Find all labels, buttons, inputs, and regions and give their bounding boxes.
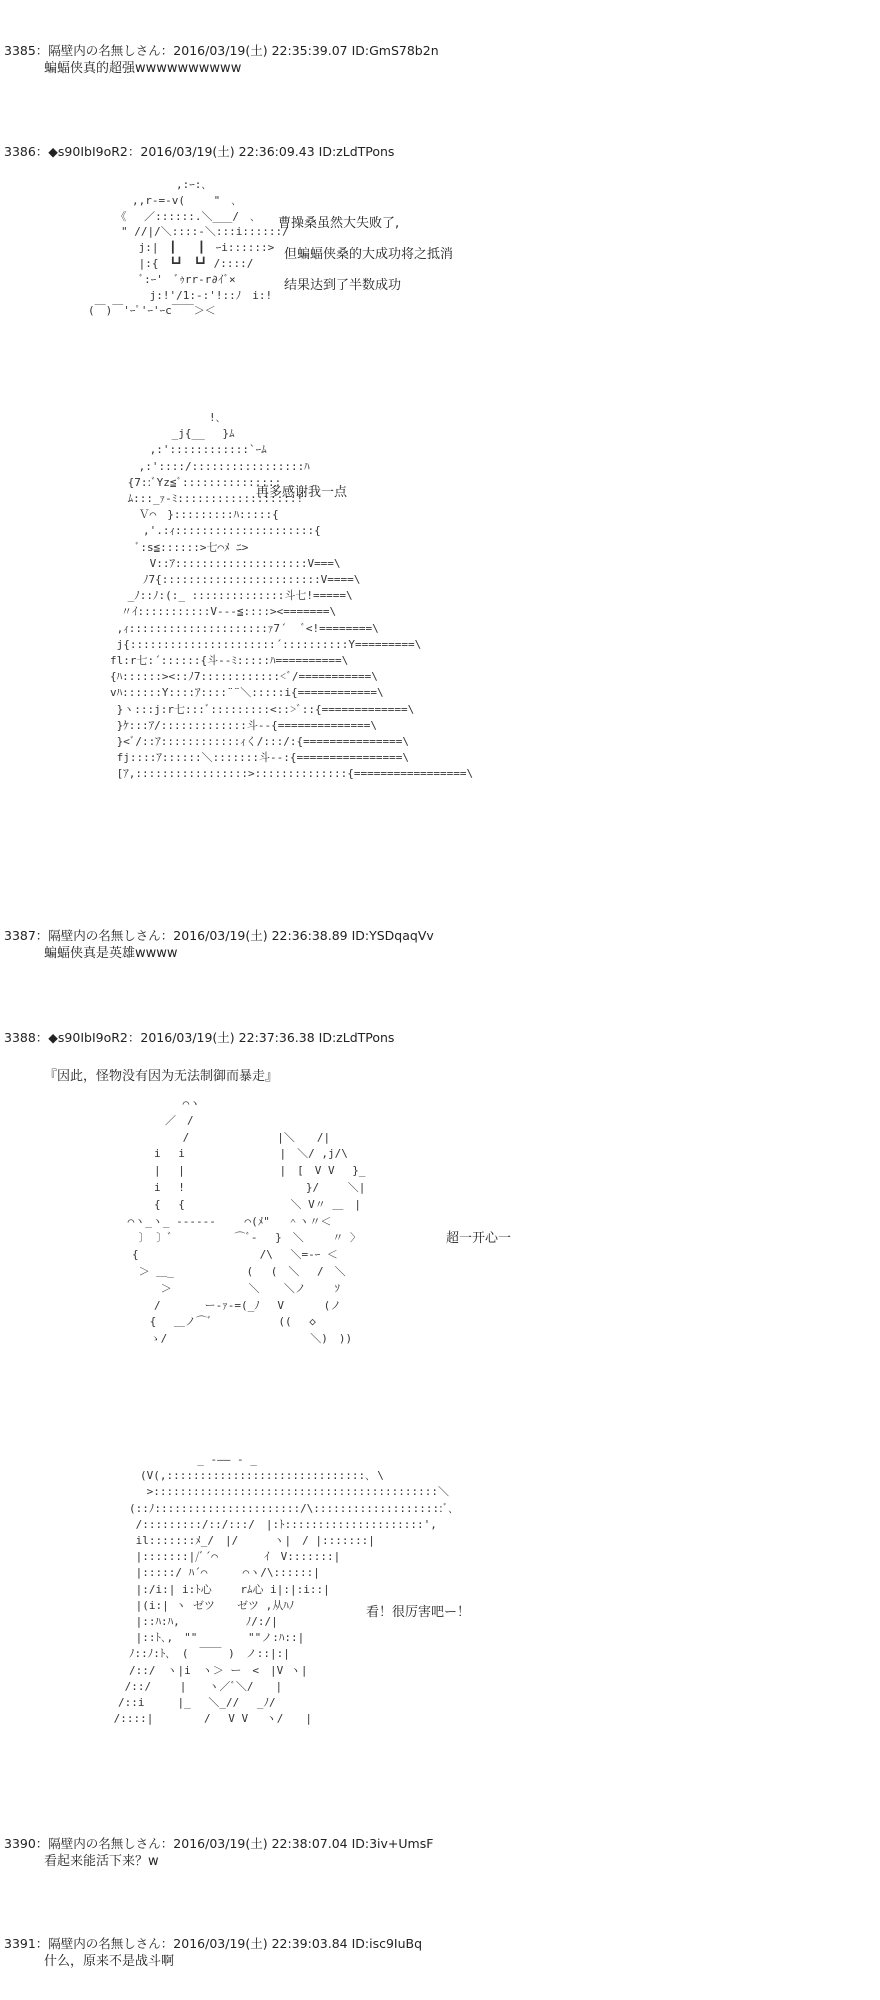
post-3386-dialogue-2 [256,484,347,515]
dialogue-line: 但蝙蝠侠桑的大成功将之抵消 [284,247,454,262]
dialogue-line: 看！很厉害吧ー！ [366,1605,471,1620]
ascii-art-monster-jumping: ⌒ヽ ／ / / |＼ /| i i | ＼/ ,j/\ | | | [ V V }_ i ! }/ ＼| { { ＼ V〃 ＿ | ⌒ヽ_ヽ_ -‐‐--- ⌒(ﾒ" ＾ヽ〃＜ 〕 〕ﾞ ⌒ﾞ- } ＼ 〃 〉 { /\ ＼=-ｰ ＜ ＞ ＿_ ( ( ＼ / ＼ ＞ ＼ ＼ノ ｿ / ー‐ｧ‐=(_ﾉ V (ノ { ＿ノ⌒ﾞ (( ◇ ゝ/ ＼) )) [127,1097,366,1346]
dialogue-line: 曹操桑虽然大失败了, [278,216,400,231]
post-3386-header: 3386：◆s90IbI9oR2：2016/03/19(土) 22:36:09.43 ID:zLdTPons [4,144,395,159]
post-3386-dialogue-1 [278,215,453,308]
post-3391-body: 什么，原来不是战斗啊 [44,1954,175,1969]
post-3385-header: 3385：隔壁内の名無しさん：2016/03/19(土) 22:35:39.07 ID:GmS78b2n [4,43,439,58]
dialogue-line: 超一开心一 [446,1231,512,1246]
post-3390-body: 看起来能活下来？w [44,1854,159,1869]
post-3388-dialogue-2 [366,1604,470,1635]
ascii-art-batman-laughing: ,:ｰ:､ ,,r‐=‐v( " ､ 《 ／::::::.＼___/ ､ " //|/＼::::‐＼:::i::::::/ j:| ┃ ┃ ｰi::::::> |:{ ┗┛ ┗┛ /::::/ ﾞ:ｰ' ﾞｩrr‐r∂ｲﾞ× j:!'/1:‐:'!::ﾉ i:! (￣)￣'ｰﾟ'ｰ'ｰc￣￣＞＜ [88,178,289,318]
post-3387-body: 蝙蝠侠真是英雄wwww [44,946,178,961]
ascii-art-girl-smiling: _ -―― - _ (V(,::::::::::::::::::::::::::::::､ \ >:::::::::::::::::::::::::::::::::::::::::::＼ (::ﾉ::::::::::::::::::::::/\::::::::::::::::::::ﾞ､ /:::::::::/::/:::/ |:ﾄ:::::::::::::::::::::', il:::::::ﾒ_/ |/ ヽ| / |:::::::| |:::::::|/ﾞ´⌒ ｲ V:::::::| |:::::/ ﾊ´⌒ ⌒ヽ/\::::::| |:/i:| i:ﾄ心 rﾑ心 i|:|:i::| |(i:| ヽ ゼツ ゼツ ,从ﾊﾉ |::ﾊ:ﾊ, ﾉ/:/| |::ﾄ､, "" ""ノ:ﾊ::| ﾉ::ﾉ:ﾄ､ ( ￣￣ ) ノ::|:| /::/ ヽ|i ヽ＞ ー < |V ヽ| /::/ | ヽ／ﾞ＼/ | /::i |_ ＼_// _ﾉ/ /::::| / V V ヽ/ | [113,1453,454,1726]
post-3388-header: 3388：◆s90IbI9oR2：2016/03/19(土) 22:37:36.38 ID:zLdTPons [4,1030,395,1045]
post-3385-body: 蝙蝠侠真的超强wwwwwwwwww [44,61,242,76]
post-3391-header: 3391：隔壁内の名無しさん：2016/03/19(土) 22:39:03.84 ID:isc9IuBq [4,1936,423,1951]
post-3387-header: 3387：隔壁内の名無しさん：2016/03/19(土) 22:36:38.89 ID:YSDqaqVv [4,928,434,943]
ascii-art-cloaked-figure: !､ _j{__ }ﾑ ,:'::::::::::::`ｰﾑ ,:'::::/:::::::::::::::::ﾊ {7::ﾞYz≦ﾞ::::::::::::::: ﾑ:::_ｧ‐ﾐ::::::::::::::::::! Ｖ⌒ }:::::::::ﾊ:::::{ ,'.:ｨ:::::::::::::::::::::{ ﾞ:s≦::::::>七⌒ﾒ ﾆ> V::ｱ::::::::::::::::::::V===\ ﾉ7{::::::::::::::::::::::::V====\ _ﾉ::ﾉ:(:_ ::::::::::::::斗七!=====\ 〃ｲ:::::::::::V‐‐‐≦::::><=======\ ,ｨ:::::::::::::::::::::ｧ7´ ﾞ<!========\ j{::::::::::::::::::::::´::::::::::Y=========\ fl:r七:´::::::{斗‐‐ﾐ:::::ﾊ==========\ {ﾊ::::::><::ﾉ7::::::::::::<ﾞ/===========\ vﾊ::::::Y::::ｱ::::¨¨＼:::::i{============\ }ヽ:::j:r七:::ﾞ:::::::::<::>ﾞ::{=============\ }ｹ:::ｱ/:::::::::::::斗‐‐{==============\ }<ﾞ/::ｱ::::::::::::ｨく/:::/:{===============\ fj::::ｱ::::::＼:::::::斗‐‐:{================\ [ｱ,:::::::::::::::::>::::::::::::::{=================\ [109,411,474,781]
post-3388-body: 『因此，怪物没有因为无法制御而暴走』 [44,1069,279,1084]
dialogue-line: 结果达到了半数成功 [284,278,402,293]
dialogue-line: 再多感谢我一点 [256,485,348,500]
post-3388-dialogue-1 [446,1230,511,1261]
post-3390-header: 3390：隔壁内の名無しさん：2016/03/19(土) 22:38:07.04 ID:3iv+UmsF [4,1836,434,1851]
